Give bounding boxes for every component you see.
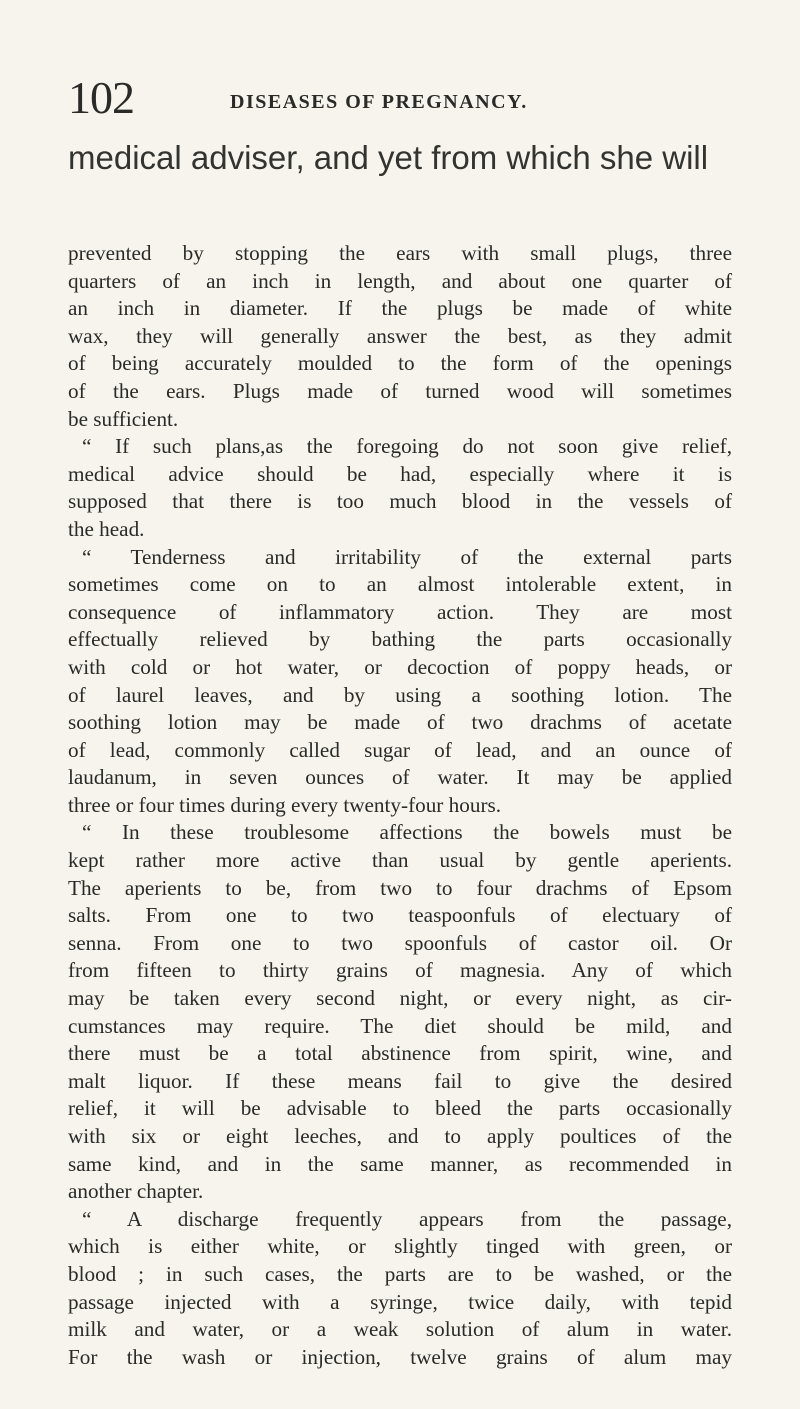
text-line: supposed that there is too much blood in the vessels of [68, 489, 732, 514]
text-line: For the wash or injection, twelve grains of alum may [68, 1344, 732, 1369]
text-line: of being accurately moulded to the form of the openings [68, 351, 732, 376]
text-line: “ Tenderness and irritability of the external parts [82, 544, 732, 569]
text-line: may be taken every second night, or every night, as cir- [68, 986, 732, 1011]
text-line: of the ears. Plugs made of turned wood will sometimes [68, 378, 732, 403]
text-line: consequence of inflammatory action. They are most [68, 599, 732, 624]
paragraph [68, 544, 732, 820]
text-line: which is either white, or slightly tinged with green, or [68, 1234, 732, 1259]
text-line: from fifteen to thirty grains of magnesia. Any of which [68, 958, 732, 983]
text-line: soothing lotion may be made of two drachms of acetate [68, 710, 732, 735]
text-line: wax, they will generally answer the best, as they admit [68, 323, 732, 348]
text-line: prevented by stopping the ears with small plugs, three [68, 241, 732, 265]
text-line: the head. [68, 516, 145, 541]
paragraph [68, 1206, 732, 1372]
text-line: senna. From one to two spoonfuls of castor oil. Or [68, 930, 732, 955]
text-line: be sufficient. [68, 406, 179, 431]
text-line: “ In these troublesome affections the bowels must be [82, 820, 732, 845]
text-line: of laurel leaves, and by using a soothing lotion. The [68, 682, 732, 707]
carry-over-line: medical adviser, and yet from which she will [68, 139, 709, 176]
text-line: quarters of an inch in length, and about one quarter of [68, 268, 732, 293]
text-line: malt liquor. If these means fail to give the desired [68, 1068, 732, 1093]
text-line: “ If such plans,as the foregoing do not soon give relief, [82, 434, 732, 459]
text-line: kept rather more active than usual by gentle aperients. [68, 848, 732, 873]
running-head [68, 70, 728, 130]
text-line: “ A discharge frequently appears from the passage, [82, 1206, 732, 1231]
text-line: three or four times during every twenty-four hours. [68, 792, 502, 817]
text-line: The aperients to be, from two to four drachms of Epsom [68, 875, 732, 900]
text-line: another chapter. [68, 1179, 204, 1204]
text-line: passage injected with a syringe, twice daily, with tepid [68, 1289, 732, 1314]
text-line: medical advice should be had, especially where it is [68, 461, 732, 486]
text-line: cumstances may require. The diet should be mild, and [68, 1013, 732, 1038]
text-line: relief, it will be advisable to bleed the parts occasionally [68, 1096, 732, 1121]
body-text [68, 240, 732, 1371]
running-title: DISEASES OF PREGNANCY. [230, 91, 528, 113]
text-line: blood ; in such cases, the parts are to be washed, or the [68, 1261, 732, 1286]
page-number: 102 [68, 72, 134, 123]
text-line: an inch in diameter. If the plugs be made of white [68, 296, 732, 321]
text-line: with six or eight leeches, and to apply poultices of the [68, 1124, 732, 1148]
text-line: same kind, and in the same manner, as recommended in [68, 1151, 732, 1176]
paragraph [68, 819, 732, 1205]
text-line: of lead, commonly called sugar of lead, and an ounce of [68, 737, 732, 762]
text-line: sometimes come on to an almost intolerable extent, in [68, 572, 732, 597]
text-line: laudanum, in seven ounces of water. It may be applied [68, 765, 732, 790]
paragraph [68, 240, 732, 433]
text-line: milk and water, or a weak solution of alum in water. [68, 1317, 732, 1342]
text-line: there must be a total abstinence from spirit, wine, and [68, 1041, 732, 1066]
text-line: with cold or hot water, or decoction of poppy heads, or [68, 654, 732, 679]
text-line: salts. From one to two teaspoonfuls of electuary of [68, 903, 732, 928]
paragraph [68, 433, 732, 543]
text-line: effectually relieved by bathing the parts occasionally [68, 627, 732, 652]
